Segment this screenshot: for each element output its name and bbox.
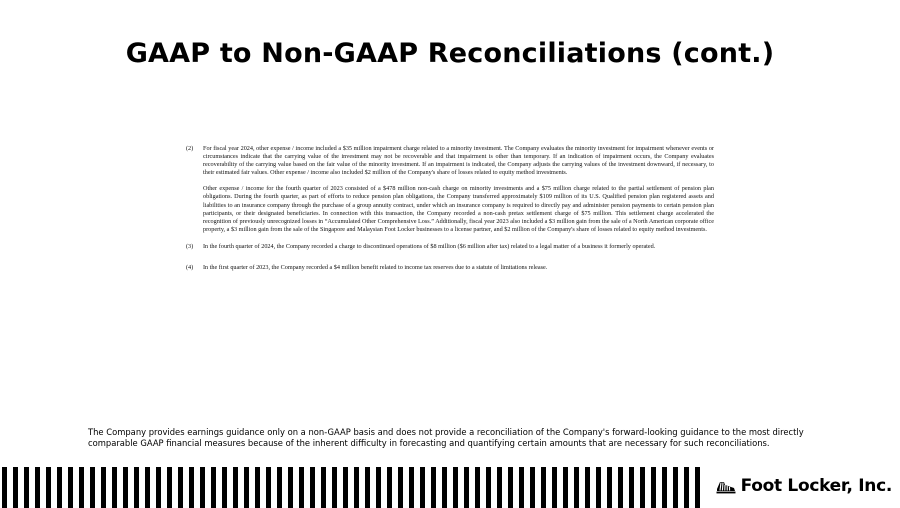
footnotes — [186, 145, 714, 272]
barcode-stripe — [123, 467, 128, 508]
barcode-stripe — [475, 467, 480, 508]
company-logo — [715, 474, 892, 498]
barcode-stripe — [46, 467, 51, 508]
footnote-2 — [186, 145, 714, 234]
barcode-stripe — [607, 467, 612, 508]
barcode-stripe — [508, 467, 513, 508]
barcode-stripe — [2, 467, 7, 508]
page-title: GAAP to Non-GAAP Reconciliations (cont.) — [125, 38, 775, 69]
footnote-number: (2) — [186, 145, 194, 152]
barcode-stripe — [585, 467, 590, 508]
barcode-stripe — [651, 467, 656, 508]
barcode-stripe — [79, 467, 84, 508]
barcode-stripe — [541, 467, 546, 508]
footnote-number: (4) — [186, 264, 194, 272]
barcode-stripe — [574, 467, 579, 508]
barcode-stripe — [464, 467, 469, 508]
barcode-stripe — [145, 467, 150, 508]
barcode-stripe — [222, 467, 227, 508]
barcode-stripe — [255, 467, 260, 508]
footnote-paragraph: Other expense / income for the fourth quarter of 2023 consisted of a $478 million non-cash charge on minority investments and a $75 million charge related to the partial settlement of pension plan obligations. During the fourth quarter, as part of efforts to reduce pension plan obligations, the Company transferred approximately $109 million of its U.S. Qualified pension plan registered assets and liabilities to an insurance company through the purchase of a group annuity contract, under which an insurance company is required to directly pay and administer pension payments to certain pension plan participants, or their designated beneficiaries. In connection with this transaction, the Company recorded a non-cash pretax settlement charge of $75 million. This settlement charge accelerated the recognition of previously unrecognized losses in “Accumulated Other Comprehensive Loss.” Additionally, fiscal year 2023 also included a $3 million gain from the sale of a North American corporate office property, a $3 million gain from the sale of the Singapore and Malaysian Foot Locker businesses to a license partner, and $2 million of the Company's share of losses related to equity method investments. — [203, 185, 714, 233]
barcode-stripe — [112, 467, 117, 508]
barcode-stripe — [519, 467, 524, 508]
barcode-stripe — [640, 467, 645, 508]
barcode-stripe — [310, 467, 315, 508]
footnote-4 — [186, 264, 714, 272]
barcode-stripe — [662, 467, 667, 508]
barcode-stripe — [343, 467, 348, 508]
guidance-disclaimer: The Company provides earnings guidance only on a non-GAAP basis and does not provide a reconciliation of the Company's forward-looking guidance to the most directly comparable GAAP financial measures because of the inherent difficulty in forecasting and quantifying certain amounts that are necessary for such reconciliations. — [88, 427, 804, 448]
barcode-stripe — [486, 467, 491, 508]
barcode-stripe — [497, 467, 502, 508]
barcode-stripe — [332, 467, 337, 508]
barcode-stripe — [178, 467, 183, 508]
barcode-stripe — [277, 467, 282, 508]
barcode-stripe — [629, 467, 634, 508]
footnote-number: (3) — [186, 242, 194, 250]
barcode-stripe — [684, 467, 689, 508]
barcode-stripe — [35, 467, 40, 508]
barcode-stripe — [156, 467, 161, 508]
barcode-stripe — [244, 467, 249, 508]
barcode-stripe — [24, 467, 29, 508]
footnote-paragraph: In the first quarter of 2023, the Company recorded a $4 million benefit related to income tax reserves due to a statute of limitations release. — [203, 264, 548, 272]
barcode-stripe — [167, 467, 172, 508]
barcode-stripe — [57, 467, 62, 508]
barcode-stripe — [200, 467, 205, 508]
barcode-stripe — [134, 467, 139, 508]
barcode-stripe — [68, 467, 73, 508]
barcode-stripes-decoration — [0, 467, 705, 508]
barcode-stripe — [321, 467, 326, 508]
barcode-stripe — [90, 467, 95, 508]
barcode-stripe — [596, 467, 601, 508]
barcode-stripe — [101, 467, 106, 508]
barcode-stripe — [563, 467, 568, 508]
barcode-stripe — [409, 467, 414, 508]
footnote-3 — [186, 243, 714, 251]
barcode-stripe — [189, 467, 194, 508]
barcode-stripe — [266, 467, 271, 508]
logo-text: Foot Locker, Inc. — [740, 476, 892, 496]
barcode-stripe — [552, 467, 557, 508]
barcode-stripe — [530, 467, 535, 508]
barcode-stripe — [376, 467, 381, 508]
footnote-paragraph: In the fourth quarter of 2024, the Company recorded a charge to discontinued operations of $8 million ($6 million after tax) related to a legal matter of a business it formerly operated. — [203, 242, 656, 250]
barcode-stripe — [233, 467, 238, 508]
barcode-stripe — [211, 467, 216, 508]
barcode-stripe — [299, 467, 304, 508]
barcode-stripe — [387, 467, 392, 508]
barcode-stripe — [13, 467, 18, 508]
barcode-stripe — [354, 467, 359, 508]
barcode-stripe — [288, 467, 293, 508]
referee-shoe-icon — [715, 476, 737, 496]
footnote-paragraph: For fiscal year 2024, other expense / income included a $35 million impairment charge related to a minority investment. The Company evaluates the minority investment for impairment whenever events or circumstances indicate that the carrying value of the investment may not be recoverable and that impairment is other than temporary. If an indication of impairment occurs, the Company evaluates recoverability of the carrying value based on the fair value of the minority investment. If an impairment is indicated, the Company adjusts the carrying values of the investment downward, if necessary, to their estimated fair values. Other expense / income also included $2 million of the Company's share of losses related to equity method investments. — [203, 145, 714, 177]
barcode-stripe — [453, 467, 458, 508]
barcode-stripe — [442, 467, 447, 508]
barcode-stripe — [618, 467, 623, 508]
barcode-stripe — [673, 467, 678, 508]
barcode-stripe — [365, 467, 370, 508]
barcode-stripe — [420, 467, 425, 508]
barcode-stripe — [398, 467, 403, 508]
barcode-stripe — [431, 467, 436, 508]
barcode-stripe — [695, 467, 700, 508]
